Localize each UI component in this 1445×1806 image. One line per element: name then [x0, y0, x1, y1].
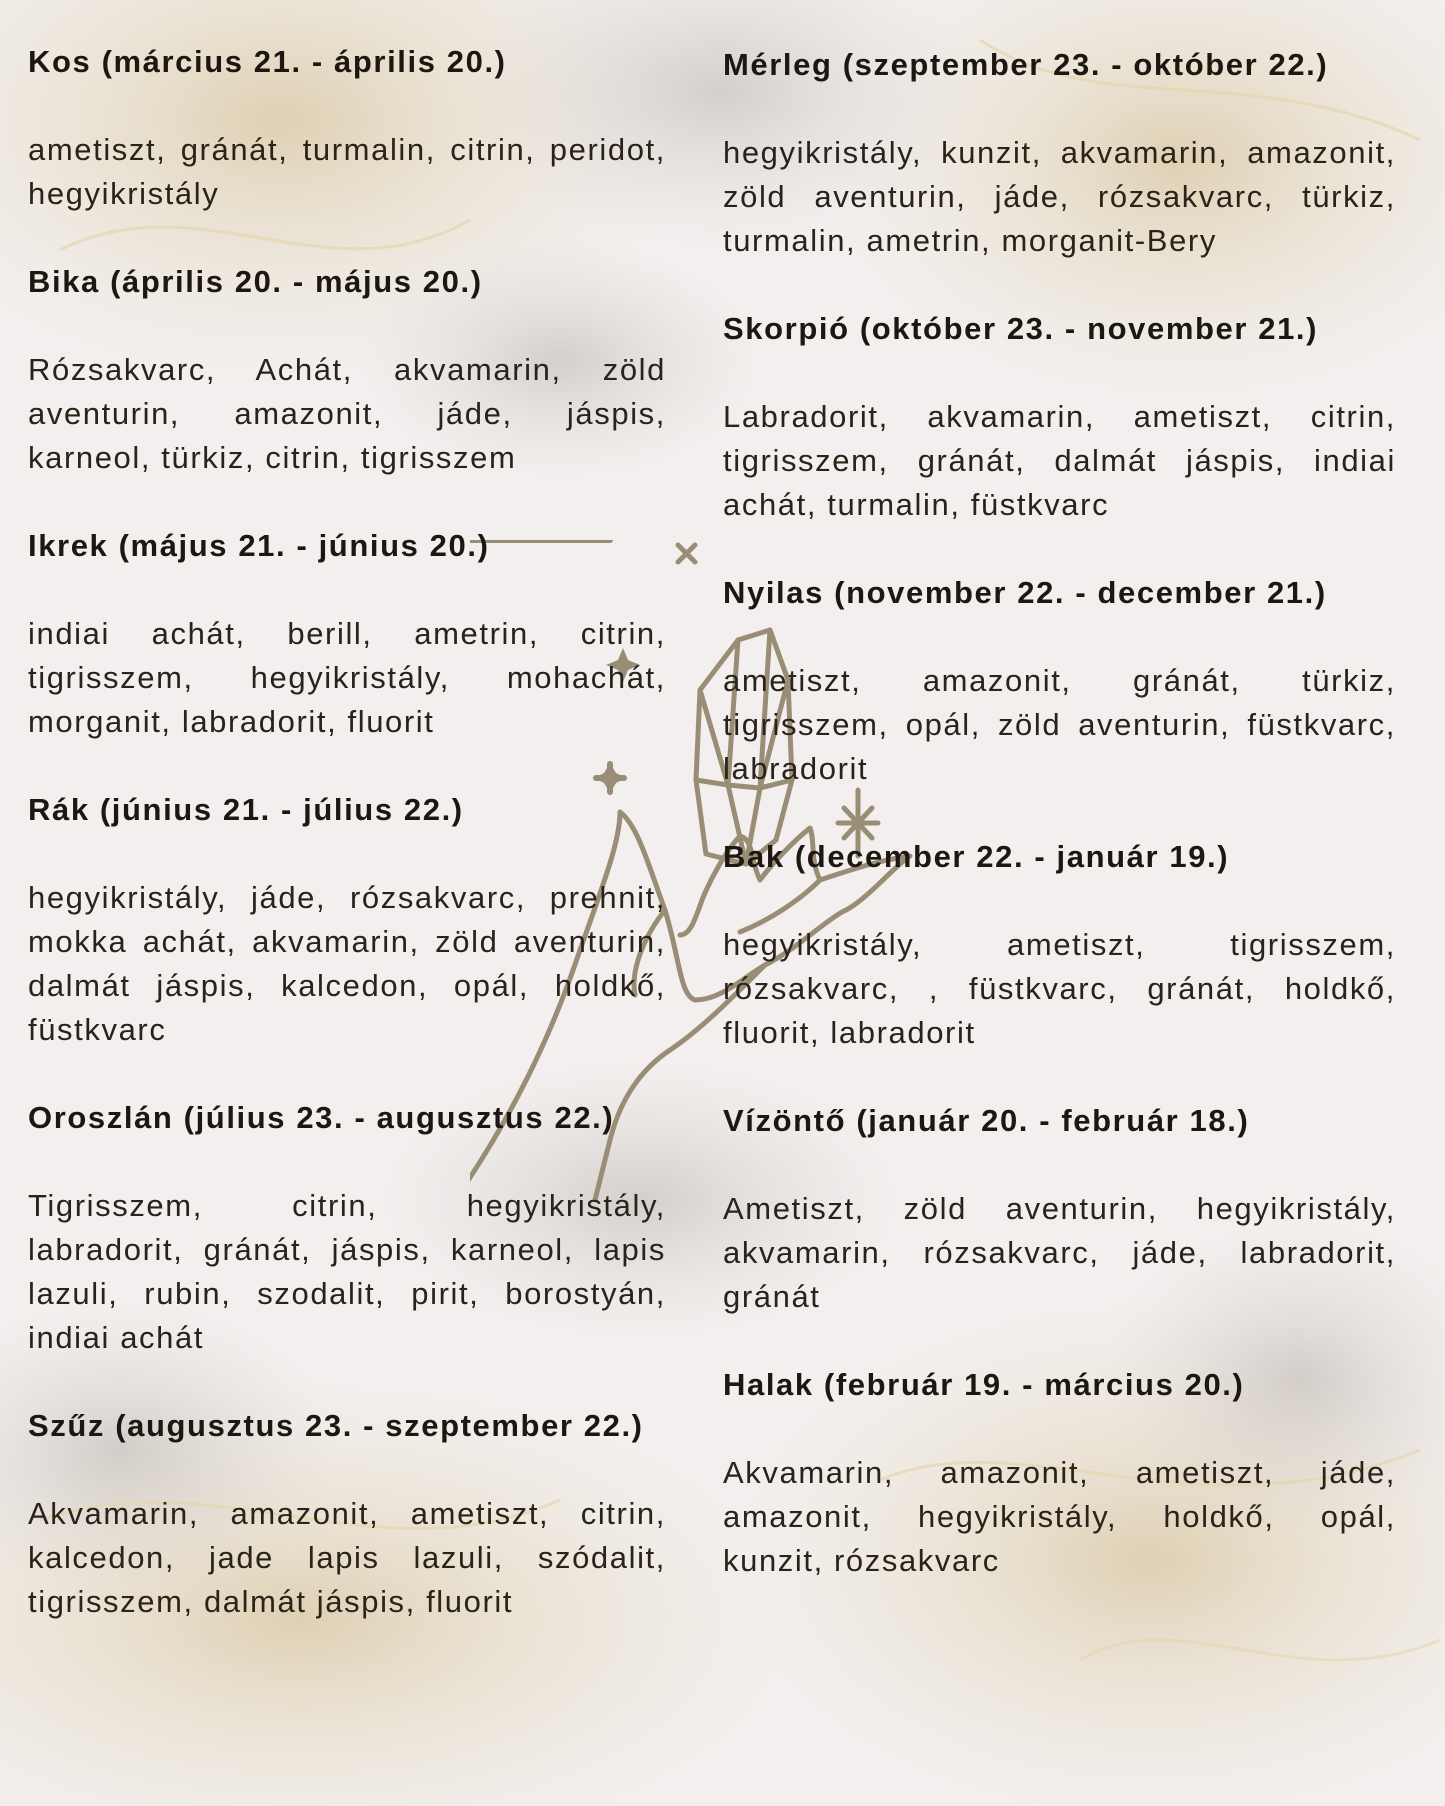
sign-title: Bika (április 20. - május 20.) [28, 264, 483, 299]
stone-list: Tigrisszem, citrin, hegyikristály, labradorit, gránát, jáspis, karneol, lapis lazuli, rubin, szodalit, pirit, borostyán, indiai achát [28, 1188, 666, 1355]
sign-title: Mérleg (szeptember 23. - október 22.) [723, 47, 1329, 82]
sign-title: Nyilas (november 22. - december 21.) [723, 575, 1327, 610]
stone-list: hegyikristály, jáde, rózsakvarc, prehnit, mokka achát, akvamarin, zöld aventurin, dalmát jáspis, kalcedon, opál, holdkő, füstkvarc [28, 880, 666, 1047]
stone-list: indiai achát, berill, ametrin, citrin, tigrisszem, hegyikristály, mohachát, morganit, labradorit, fluorit [28, 616, 666, 739]
stone-list: hegyikristály, kunzit, akvamarin, amazonit, zöld aventurin, jáde, rózsakvarc, türkiz, turmalin, ametrin, morganit-Bery [723, 135, 1396, 258]
sign-title: Skorpió (október 23. - november 21.) [723, 311, 1319, 346]
right-column [723, 0, 1396, 1627]
stone-list: ametiszt, amazonit, gránát, türkiz, tigrisszem, opál, zöld aventurin, füstkvarc, labradorit [723, 663, 1396, 786]
zodiac-entry-rak [28, 788, 666, 1052]
stone-list: hegyikristály, ametiszt, tigrisszem, rózsakvarc, , füstkvarc, gránát, holdkő, fluorit, labradorit [723, 927, 1396, 1050]
sign-title: Oroszlán (július 23. - augusztus 22.) [28, 1100, 615, 1135]
stone-list: ametiszt, gránát, turmalin, citrin, peridot, hegyikristály [28, 132, 666, 211]
stone-list: Ametiszt, zöld aventurin, hegyikristály, akvamarin, rózsakvarc, jáde, labradorit, gránát [723, 1191, 1396, 1314]
sign-title: Szűz (augusztus 23. - szeptember 22.) [28, 1408, 644, 1443]
zodiac-entry-nyilas [723, 571, 1396, 791]
sign-title: Ikrek (május 21. - június 20.) [28, 528, 490, 563]
zodiac-entry-skorpio [723, 307, 1396, 527]
zodiac-entry-kos [28, 40, 666, 216]
stone-list: Rózsakvarc, Achát, akvamarin, zöld aventurin, amazonit, jáde, jáspis, karneol, türkiz, citrin, tigrisszem [28, 352, 666, 475]
sign-title: Bak (december 22. - január 19.) [723, 839, 1230, 874]
stone-list: Akvamarin, amazonit, ametiszt, citrin, kalcedon, jade lapis lazuli, szódalit, tigrisszem, dalmát jáspis, fluorit [28, 1496, 666, 1619]
stone-list: Labradorit, akvamarin, ametiszt, citrin, tigrisszem, gránát, dalmát jáspis, indiai achát, turmalin, füstkvarc [723, 399, 1396, 522]
zodiac-entry-bika [28, 260, 666, 480]
stone-list: Akvamarin, amazonit, ametiszt, jáde, amazonit, hegyikristály, holdkő, opál, kunzit, rózsakvarc [723, 1455, 1396, 1578]
zodiac-entry-ikrek [28, 524, 666, 744]
zodiac-entry-halak [723, 1363, 1396, 1583]
zodiac-entry-vizonto [723, 1099, 1396, 1319]
zodiac-entry-merleg [723, 43, 1396, 263]
sign-title: Vízöntő (január 20. - február 18.) [723, 1103, 1250, 1138]
zodiac-entry-bak [723, 835, 1396, 1055]
sign-title: Kos (március 21. - április 20.) [28, 44, 507, 79]
sign-title: Rák (június 21. - július 22.) [28, 792, 464, 827]
zodiac-entry-szuz [28, 1404, 666, 1624]
left-column [28, 0, 666, 1668]
sign-title: Halak (február 19. - március 20.) [723, 1367, 1245, 1402]
zodiac-entry-oroszlan [28, 1096, 666, 1360]
